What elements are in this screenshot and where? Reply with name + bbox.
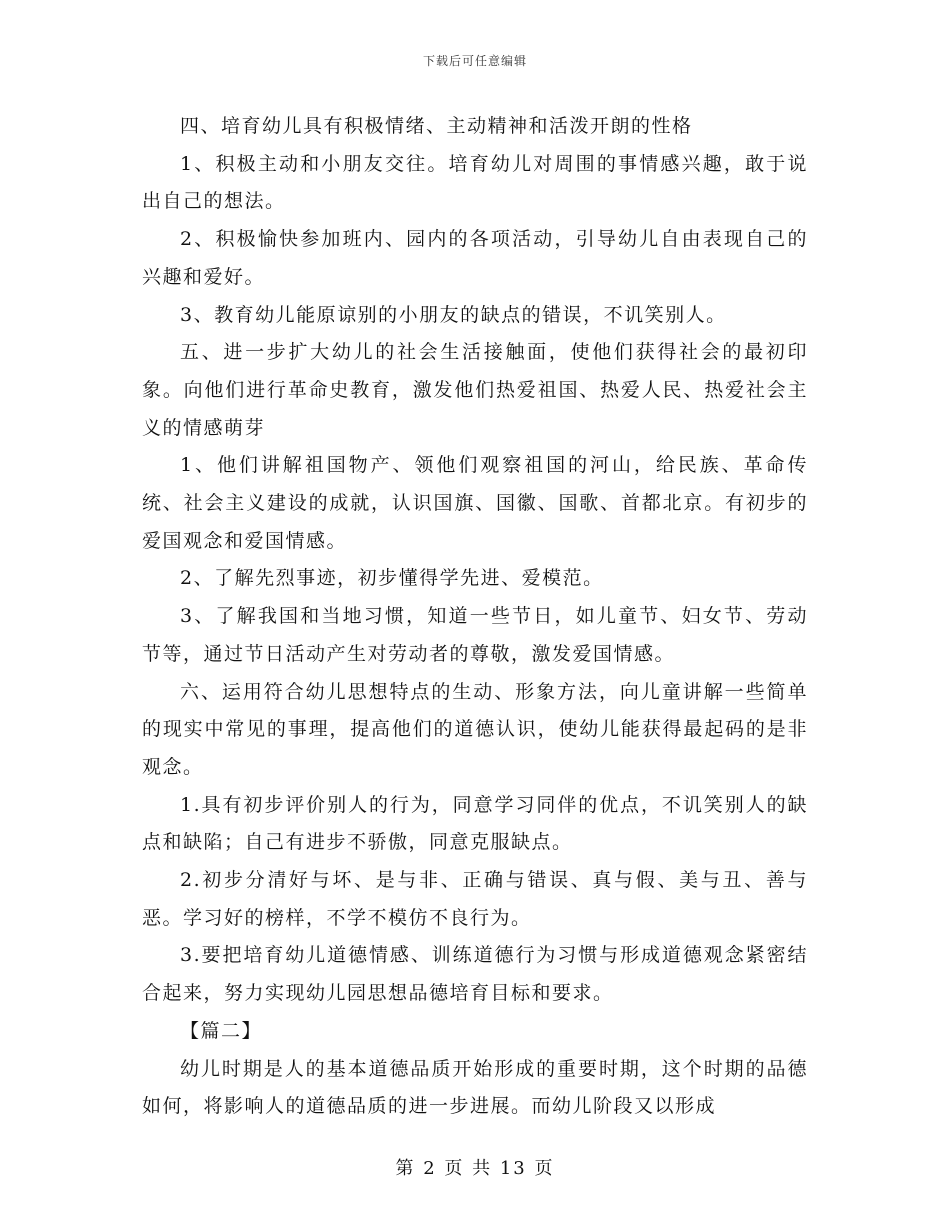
paragraph: 幼儿时期是人的基本道德品质开始形成的重要时期，这个时期的品德如何，将影响人的道德品质的进一步进展。而幼儿阶段又以形成 xyxy=(142,1057,808,1118)
paragraph: 3、了解我国和当地习惯，知道一些节日，如儿童节、妇女节、劳动节等，通过节日活动产生对劳动者的尊敬，激发爱国情感。 xyxy=(142,605,808,665)
section-heading-4: 四、培育幼儿具有积极情绪、主动精神和活泼开朗的性格 xyxy=(180,115,693,137)
section-heading-5: 五、进一步扩大幼儿的社会生活接触面，使他们获得社会的最初印象。向他们进行革命史教育，激发他们热爱祖国、热爱人民、热爱社会主义的情感萌芽 xyxy=(142,341,808,439)
paragraph: 2、积极愉快参加班内、园内的各项活动，引导幼儿自由表现自己的兴趣和爱好。 xyxy=(142,228,808,288)
paragraph: 1、他们讲解祖国物产、领他们观察祖国的河山，给民族、革命传统、社会主义建设的成就，认识国旗、国徽、国歌、首都北京。有初步的爱国观念和爱国情感。 xyxy=(142,454,808,552)
document-body xyxy=(142,108,808,1126)
chapter-title: 【篇二】 xyxy=(180,1019,263,1042)
page-number: 第 2 页 共 13 页 xyxy=(395,1158,555,1179)
paragraph: 1.具有初步评价别人的行为，同意学习同伴的优点，不讥笑别人的缺点和缺陷；自己有进步不骄傲，同意克服缺点。 xyxy=(142,793,808,854)
paragraph: 1、积极主动和小朋友交往。培育幼儿对周围的事情感兴趣，敢于说出自己的想法。 xyxy=(142,152,808,213)
section-heading-6: 六、运用符合幼儿思想特点的生动、形象方法，向儿童讲解一些简单的现实中常见的事理，提高他们的道德认识，使幼儿能获得最起码的是非观念。 xyxy=(142,680,808,778)
paragraph: 3、教育幼儿能原谅别的小朋友的缺点的错误，不讥笑别人。 xyxy=(180,303,727,326)
paragraph: 3.要把培育幼儿道德情感、训练道德行为习惯与形成道德观念紧密结合起来，努力实现幼儿园思想品德培育目标和要求。 xyxy=(142,944,808,1005)
paragraph: 2、了解先烈事迹，初步懂得学先进、爱模范。 xyxy=(180,567,604,590)
page-header: 下载后可任意编辑 xyxy=(422,54,527,68)
paragraph: 2.初步分清好与坏、是与非、正确与错误、真与假、美与丑、善与恶。学习好的榜样，不学不模仿不良行为。 xyxy=(142,869,808,929)
